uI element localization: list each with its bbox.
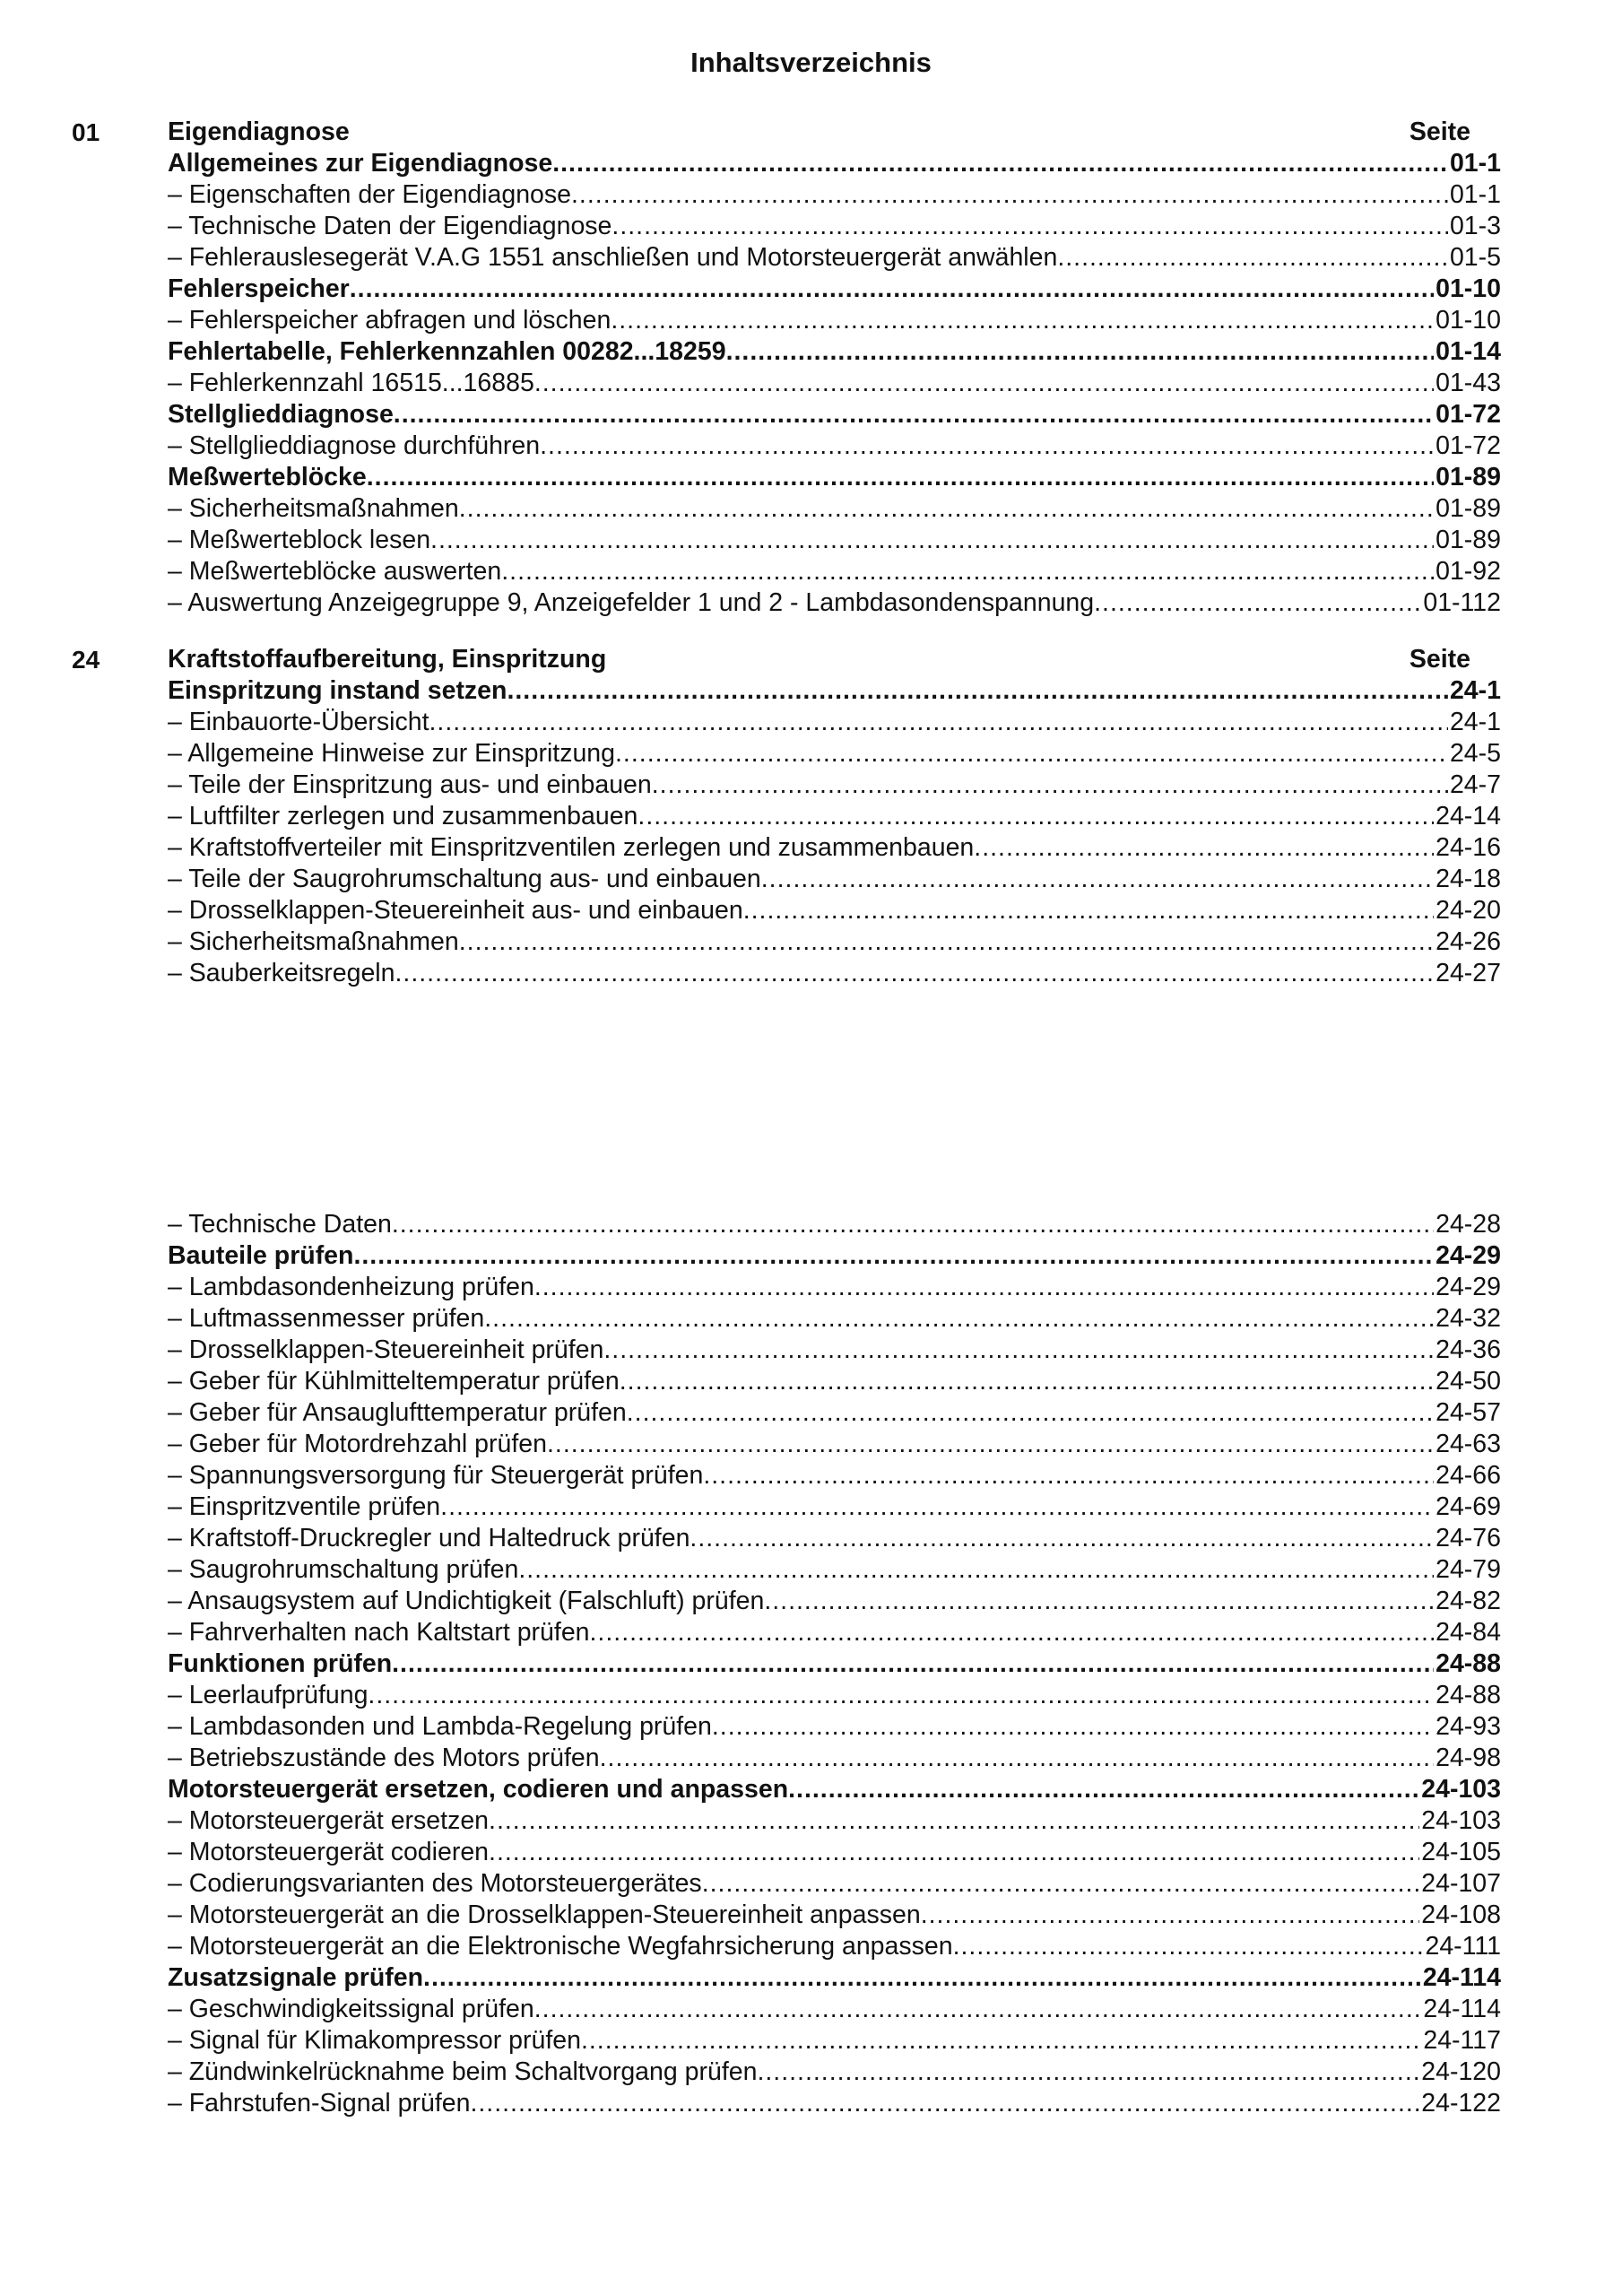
toc-entry[interactable] [168,1617,1501,1648]
toc-entry[interactable] [168,1743,1501,1774]
toc-entry-page: 24-20 [1436,896,1501,925]
toc-entry-title: – Fehlerauslesegerät V.A.G 1551 anschließen und Motorsteuergerät anwählen [168,243,1058,272]
toc-entry[interactable] [168,1680,1501,1711]
toc-entry[interactable] [168,1931,1501,1962]
toc-entry-title: – Signal für Klimakompressor prüfen [168,2026,581,2055]
toc-entry-page: 24-7 [1449,770,1501,799]
toc-entry[interactable] [168,525,1501,556]
dot-leader [518,1554,1434,1586]
toc-entry[interactable] [168,1272,1501,1303]
dot-leader [423,1962,1421,1994]
toc-entry-title: – Luftmassenmesser prüfen [168,1304,485,1333]
toc-entry-title: – Leerlaufprüfung [168,1681,369,1709]
toc-entry-title: Motorsteuergerät ersetzen, codieren und anpassen [168,1775,789,1804]
toc-entry[interactable] [168,1429,1501,1460]
dot-leader [534,1272,1434,1303]
toc-entry[interactable] [168,958,1501,989]
dot-leader [395,958,1435,989]
toc-entry[interactable] [168,832,1501,864]
toc-entry-title: – Technische Daten [168,1210,392,1239]
toc-entry-title: Funktionen prüfen [168,1649,393,1678]
toc-entry[interactable] [168,587,1501,619]
toc-entry[interactable] [168,1335,1501,1366]
dot-leader [615,738,1448,770]
toc-entry[interactable] [168,1554,1501,1586]
toc-entry-title: – Betriebszustände des Motors prüfen [168,1744,600,1772]
toc-entry-title: – Teile der Einspritzung aus- und einbauen [168,770,652,799]
dot-leader [440,1492,1434,1523]
toc-entry[interactable] [168,1523,1501,1554]
toc-entry[interactable] [168,1994,1501,2025]
toc-entry-page: 24-63 [1436,1430,1501,1458]
toc-entry[interactable] [168,1648,1501,1680]
toc-entry-title: – Teile der Saugrohrumschaltung aus- und einbauen [168,865,761,893]
toc-entry[interactable] [168,770,1501,801]
toc-entry-page: 24-105 [1421,1838,1501,1866]
dot-leader [581,2025,1421,2057]
toc-entry-title: Zusatzsignale prüfen [168,1963,424,1992]
toc-entry-page: 24-108 [1421,1900,1501,1929]
section-number: 24 [72,646,100,674]
dot-leader [1094,587,1421,619]
toc-entry-title: – Drosselklappen-Steuereinheit aus- und einbauen [168,896,743,925]
toc-entry-page: 24-103 [1421,1806,1501,1835]
toc-entry-page: 24-5 [1449,739,1501,768]
toc-entry[interactable] [168,1209,1501,1240]
toc-entry-title: – Technische Daten der Eigendiagnose [168,212,612,240]
toc-entry-page: 24-28 [1436,1210,1501,1239]
toc-entry-page: 24-114 [1423,1995,1501,2023]
toc-entry-title: – Allgemeine Hinweise zur Einspritzung [168,739,616,768]
toc-entry-page: 24-120 [1421,2057,1501,2086]
dot-leader [350,274,1434,305]
toc-entry[interactable] [168,336,1501,368]
toc-entry-title: – Geber für Motordrehzahl prüfen [168,1430,547,1458]
toc-entry-title: – Spannungsversorgung für Steuergerät prüfen [168,1461,704,1490]
toc-entry-title: – Kraftstoff-Druckregler und Haltedruck prüfen [168,1524,690,1552]
dot-leader [430,525,1434,556]
toc-entry-title: – Geber für Kühlmitteltemperatur prüfen [168,1367,620,1396]
toc-entry[interactable] [168,707,1501,738]
dot-leader [611,305,1434,336]
toc-entry-page: 24-103 [1421,1775,1501,1804]
section-heading: Kraftstoffaufbereitung, Einspritzung [168,645,607,674]
toc-entry-title: – Eigenschaften der Eigendiagnose [168,180,572,209]
dot-leader [489,1805,1419,1837]
dot-leader [501,556,1434,587]
toc-entry[interactable] [168,148,1501,179]
dot-leader [547,1429,1434,1460]
dot-leader [974,832,1434,864]
toc-entry[interactable] [168,926,1501,958]
dot-leader [571,179,1448,211]
toc-entry-page: 24-36 [1436,1335,1501,1364]
toc-entry-page: 24-69 [1436,1492,1501,1521]
toc-entry-page: 01-72 [1436,431,1501,460]
toc-entry-title: – Stellglieddiagnose durchführen [168,431,541,460]
dot-leader [534,1994,1422,2025]
toc-entry-page: 01-89 [1436,494,1501,523]
toc-entry-page: 24-117 [1423,2026,1501,2055]
dot-leader [603,1335,1434,1366]
toc-entry-title: – Auswertung Anzeigegruppe 9, Anzeigefelder 1 und 2 - Lambdasondenspannung [168,588,1095,617]
toc-entry-title: – Sauberkeitsregeln [168,959,395,987]
dot-leader [459,493,1434,525]
page-column-label: Seite [1409,645,1470,674]
toc-entry-page: 01-112 [1423,588,1501,617]
toc-entry-title: – Saugrohrumschaltung prüfen [168,1555,519,1584]
dot-leader [600,1743,1434,1774]
toc-entry[interactable] [168,1397,1501,1429]
toc-entry-title: – Zündwinkelrücknahme beim Schaltvorgang prüfen [168,2057,758,2086]
toc-entry[interactable] [168,1366,1501,1397]
dot-leader [627,1397,1434,1429]
toc-entry-page: 24-32 [1436,1304,1501,1333]
section-number: 01 [72,118,100,146]
toc-entry-page: 01-89 [1436,526,1501,554]
dot-leader [712,1711,1434,1743]
toc-entry-title: – Sicherheitsmaßnahmen [168,927,459,956]
toc-entry-title: – Motorsteuergerät an die Elektronische Wegfahrsicherung anpassen [168,1932,953,1961]
toc-entry[interactable] [168,1868,1501,1900]
dot-leader [726,336,1435,368]
toc-entry-title: – Einspritzventile prüfen [168,1492,441,1521]
dot-leader [353,1240,1434,1272]
toc-entry-page: 24-82 [1436,1587,1501,1615]
toc-entry-page: 24-57 [1436,1398,1501,1427]
toc-entry-page: 01-43 [1436,369,1501,397]
toc-entry-page: 24-26 [1436,927,1501,956]
toc-entry-page: 24-29 [1436,1241,1501,1270]
toc-entry[interactable] [168,2057,1501,2088]
toc-entry[interactable] [168,274,1501,305]
toc-entry[interactable] [168,1900,1501,1931]
toc-entry[interactable] [168,1303,1501,1335]
toc-entry-title: – Fahrstufen-Signal prüfen [168,2089,471,2118]
dot-leader [638,801,1434,832]
dot-leader [652,770,1448,801]
toc-entry-title: – Meßwerteblock lesen [168,526,431,554]
toc-entry[interactable] [168,738,1501,770]
dot-leader [552,148,1448,179]
toc-entry-page: 01-72 [1436,400,1501,429]
toc-entry-title: Fehlerspeicher [168,274,350,303]
toc-entry[interactable] [168,1711,1501,1743]
dot-leader [534,368,1434,399]
toc-entry[interactable] [168,1586,1501,1617]
toc-entry-page: 24-111 [1425,1932,1501,1961]
dot-leader [757,2057,1419,2088]
toc-entry[interactable] [168,1460,1501,1492]
dot-leader [459,926,1434,958]
toc-entry[interactable] [168,462,1501,493]
dot-leader [392,1209,1434,1240]
page-column-label: Seite [1409,117,1470,146]
toc-entry-page: 24-107 [1421,1869,1501,1898]
toc-entry-page: 24-84 [1436,1618,1501,1647]
page-title: Inhaltsverzeichnis [690,47,932,78]
dot-leader [489,1837,1419,1868]
toc-entry[interactable] [168,2025,1501,2057]
toc-entry-title: – Meßwerteblöcke auswerten [168,557,502,586]
dot-leader [612,211,1448,242]
toc-entry-title: – Fehlerkennzahl 16515...16885 [168,369,534,397]
toc-entry[interactable] [168,1805,1501,1837]
toc-entry-page: 24-76 [1436,1524,1501,1552]
toc-entry[interactable] [168,895,1501,926]
dot-leader [429,707,1448,738]
dot-leader [507,675,1448,707]
toc-entry[interactable] [168,493,1501,525]
toc-entry[interactable] [168,1774,1501,1805]
toc-entry-page: 24-14 [1436,802,1501,831]
dot-leader [743,895,1434,926]
toc-entry-title: Stellglieddiagnose [168,400,394,429]
toc-entry-title: – Fehlerspeicher abfragen und löschen [168,306,612,335]
toc-entry-page: 24-98 [1436,1744,1501,1772]
dot-leader [392,1648,1434,1680]
toc-entry-page: 24-122 [1421,2089,1501,2118]
toc-entry-page: 01-10 [1436,274,1501,303]
toc-entry-page: 24-93 [1436,1712,1501,1741]
toc-entry-page: 24-27 [1436,959,1501,987]
toc-entry-page: 24-66 [1436,1461,1501,1490]
dot-leader [367,462,1434,493]
toc-entry[interactable] [168,179,1501,211]
toc-entry[interactable] [168,556,1501,587]
toc-entry[interactable] [168,801,1501,832]
dot-leader [394,399,1434,430]
toc-entry-title: – Sicherheitsmaßnahmen [168,494,459,523]
section-heading: Eigendiagnose [168,117,350,146]
toc-entry-page: 24-29 [1436,1273,1501,1301]
toc-entry-title: – Geber für Ansauglufttemperatur prüfen [168,1398,627,1427]
toc-entry-page: 01-3 [1449,212,1501,240]
toc-entry-title: – Fahrverhalten nach Kaltstart prüfen [168,1618,590,1647]
toc-entry-page: 24-79 [1436,1555,1501,1584]
toc-entry[interactable] [168,675,1501,707]
toc-entry-page: 01-14 [1436,337,1501,366]
toc-entry-title: – Lambdasonden und Lambda-Regelung prüfen [168,1712,712,1741]
dot-leader [761,864,1434,895]
toc-entry-title: – Kraftstoffverteiler mit Einspritzventilen zerlegen und zusammenbauen [168,833,975,862]
toc-entry-page: 01-92 [1436,557,1501,586]
toc-entry[interactable] [168,368,1501,399]
toc-entry-title: – Motorsteuergerät codieren [168,1838,490,1866]
dot-leader [953,1931,1424,1962]
dot-leader [921,1900,1420,1931]
toc-entry-page: 24-16 [1436,833,1501,862]
toc-entry[interactable] [168,2088,1501,2119]
dot-leader [690,1523,1434,1554]
toc-entry-page: 01-10 [1436,306,1501,335]
toc-entry-page: 24-50 [1436,1367,1501,1396]
toc-entry-page: 01-1 [1449,149,1501,178]
dot-leader [590,1617,1435,1648]
dot-leader [764,1586,1434,1617]
toc-entry-page: 24-1 [1449,676,1501,705]
dot-leader [620,1366,1434,1397]
toc-entry-title: – Motorsteuergerät ersetzen [168,1806,490,1835]
toc-entry[interactable] [168,399,1501,430]
toc-entry-title: – Lambdasondenheizung prüfen [168,1273,534,1301]
dot-leader [470,2088,1419,2119]
toc-entry[interactable] [168,1837,1501,1868]
toc-entry[interactable] [168,430,1501,462]
toc-entry-page: 24-1 [1449,708,1501,736]
toc-entry[interactable] [168,242,1501,274]
dot-leader [540,430,1434,462]
dot-leader [484,1303,1434,1335]
toc-entry-title: Allgemeines zur Eigendiagnose [168,149,553,178]
dot-leader [703,1460,1434,1492]
toc-entry-page: 01-5 [1449,243,1501,272]
toc-entry-title: – Luftfilter zerlegen und zusammenbauen [168,802,638,831]
dot-leader [1057,242,1448,274]
toc-entry-page: 24-88 [1436,1649,1501,1678]
toc-entry-title: – Drosselklappen-Steuereinheit prüfen [168,1335,604,1364]
toc-entry[interactable] [168,1492,1501,1523]
toc-entry-title: Bauteile prüfen [168,1241,354,1270]
dot-leader [368,1680,1434,1711]
toc-entry-page: 01-1 [1449,180,1501,209]
section-heading-row [168,117,1501,148]
toc-entry[interactable] [168,305,1501,336]
toc-entry-page: 01-89 [1436,463,1501,491]
toc-entry-page: 24-18 [1436,865,1501,893]
toc-entry-title: – Einbauorte-Übersicht [168,708,429,736]
toc-entry[interactable] [168,211,1501,242]
toc-entry[interactable] [168,1962,1501,1994]
toc-entry-page: 24-88 [1436,1681,1501,1709]
toc-entry-title: Einspritzung instand setzen [168,676,507,705]
toc-entry-title: – Ansaugsystem auf Undichtigkeit (Falschluft) prüfen [168,1587,765,1615]
toc-entry-title: – Codierungsvarianten des Motorsteuergerätes [168,1869,702,1898]
toc-entry[interactable] [168,1240,1501,1272]
toc-entry-page: 24-114 [1422,1963,1501,1992]
section-heading-row [168,644,1501,675]
toc-entry[interactable] [168,864,1501,895]
dot-leader [702,1868,1420,1900]
toc-entry-title: Meßwerteblöcke [168,463,367,491]
toc-entry-title: – Motorsteuergerät an die Drosselklappen-Steuereinheit anpassen [168,1900,921,1929]
dot-leader [788,1774,1419,1805]
toc-entry-title: – Geschwindigkeitssignal prüfen [168,1995,534,2023]
toc-entry-title: Fehlertabelle, Fehlerkennzahlen 00282...18259 [168,337,726,366]
